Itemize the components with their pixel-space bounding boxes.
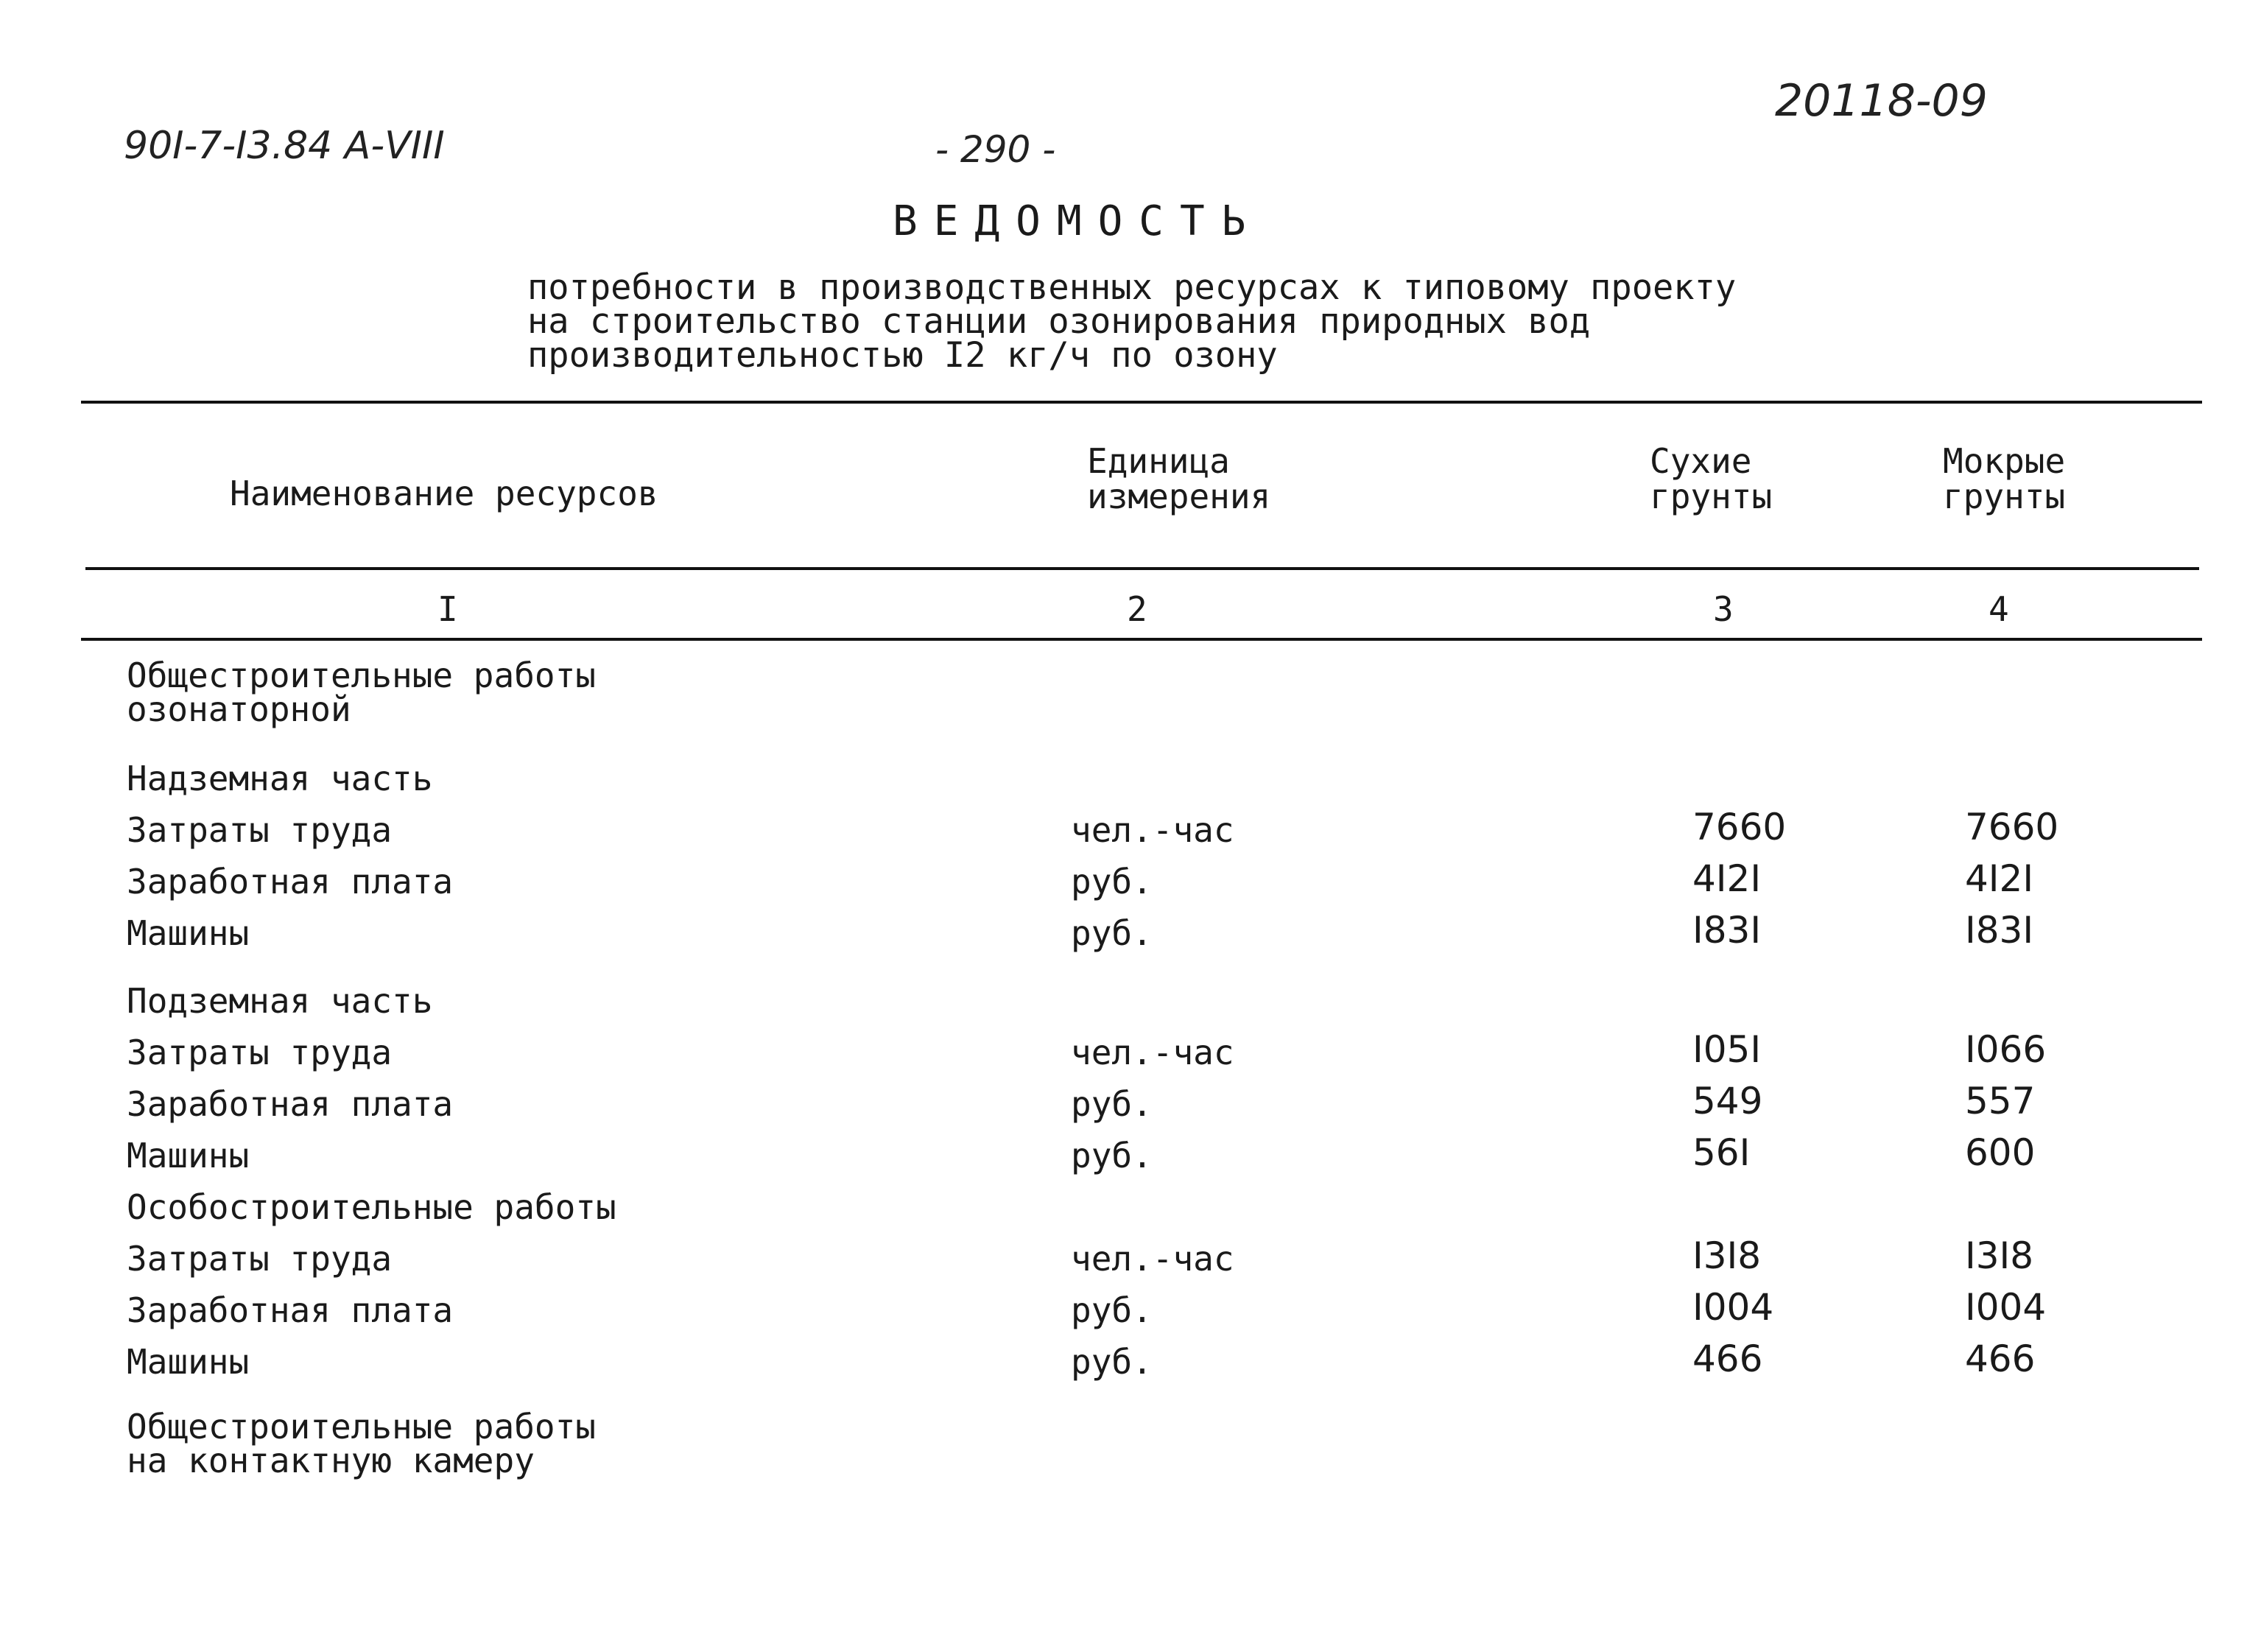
archive-number: 20118-09 — [1775, 75, 1988, 127]
resource-name: Общестроительные работы на контактную камеру — [127, 1407, 596, 1480]
value-wet-soil: I004 — [1965, 1286, 2047, 1329]
unit-of-measure: руб. — [1071, 1290, 1153, 1330]
value-dry-soil: 7660 — [1692, 806, 1787, 848]
document-title: ВЕДОМОСТЬ — [893, 197, 1262, 245]
value-dry-soil: I05I — [1692, 1028, 1762, 1071]
column-number-3: 3 — [1713, 589, 1734, 629]
resource-name: Подземная часть — [127, 981, 433, 1021]
unit-of-measure: чел.-час — [1071, 1239, 1234, 1279]
unit-of-measure: руб. — [1071, 913, 1153, 953]
value-wet-soil: I066 — [1965, 1028, 2047, 1071]
column-number-4: 4 — [1989, 589, 2009, 629]
value-dry-soil: I004 — [1692, 1286, 1774, 1329]
value-dry-soil: 4I2I — [1692, 857, 1762, 900]
column-number-1: I — [437, 589, 458, 629]
unit-of-measure: руб. — [1071, 862, 1153, 901]
value-wet-soil: 7660 — [1965, 806, 2059, 848]
value-dry-soil: 56I — [1692, 1131, 1751, 1174]
resource-name: Особостроительные работы — [127, 1187, 616, 1227]
value-wet-soil: I83I — [1965, 909, 2034, 952]
value-dry-soil: I83I — [1692, 909, 1762, 952]
table-top-rule — [81, 401, 2202, 404]
resource-name: Затраты труда — [127, 810, 393, 850]
column-header-unit: Единица измерения — [1087, 441, 1271, 516]
table-column-numbers-rule — [81, 638, 2202, 641]
value-dry-soil: 549 — [1692, 1080, 1763, 1122]
page-number: - 290 - — [935, 128, 1056, 171]
value-wet-soil: I3I8 — [1965, 1234, 2034, 1277]
resource-name: Затраты труда — [127, 1033, 393, 1072]
table-header-rule — [85, 567, 2199, 570]
unit-of-measure: чел.-час — [1071, 1033, 1234, 1072]
unit-of-measure: руб. — [1071, 1136, 1153, 1175]
column-number-2: 2 — [1127, 589, 1147, 629]
document-subtitle: потребности в производственных ресурсах к типовому проекту на строительство станции озонирования природных вод производительностью I2 кг/ч по озону — [527, 267, 1737, 376]
resource-name: Надземная часть — [127, 759, 433, 798]
unit-of-measure: руб. — [1071, 1084, 1153, 1124]
value-wet-soil: 557 — [1965, 1080, 2036, 1122]
unit-of-measure: чел.-час — [1071, 810, 1234, 850]
value-wet-soil: 600 — [1965, 1131, 2036, 1174]
resource-name: Заработная плата — [127, 1084, 454, 1124]
resource-name: Заработная плата — [127, 1290, 454, 1330]
resource-name: Машины — [127, 1136, 250, 1175]
value-wet-soil: 4I2I — [1965, 857, 2034, 900]
value-dry-soil: 466 — [1692, 1338, 1763, 1380]
value-dry-soil: I3I8 — [1692, 1234, 1762, 1277]
column-header-wet: Мокрые грунты — [1943, 441, 2066, 516]
resource-name: Машины — [127, 913, 250, 953]
unit-of-measure: руб. — [1071, 1342, 1153, 1382]
column-header-dry: Сухие грунты — [1650, 441, 1773, 516]
resource-name: Машины — [127, 1342, 250, 1382]
resource-name: Затраты труда — [127, 1239, 393, 1279]
resource-name: Общестроительные работы озонаторной — [127, 655, 596, 729]
column-header-name: Наименование ресурсов — [230, 474, 658, 513]
resource-name: Заработная плата — [127, 862, 454, 901]
value-wet-soil: 466 — [1965, 1338, 2036, 1380]
document-code: 90I-7-I3.84 А-VIII — [124, 124, 445, 168]
